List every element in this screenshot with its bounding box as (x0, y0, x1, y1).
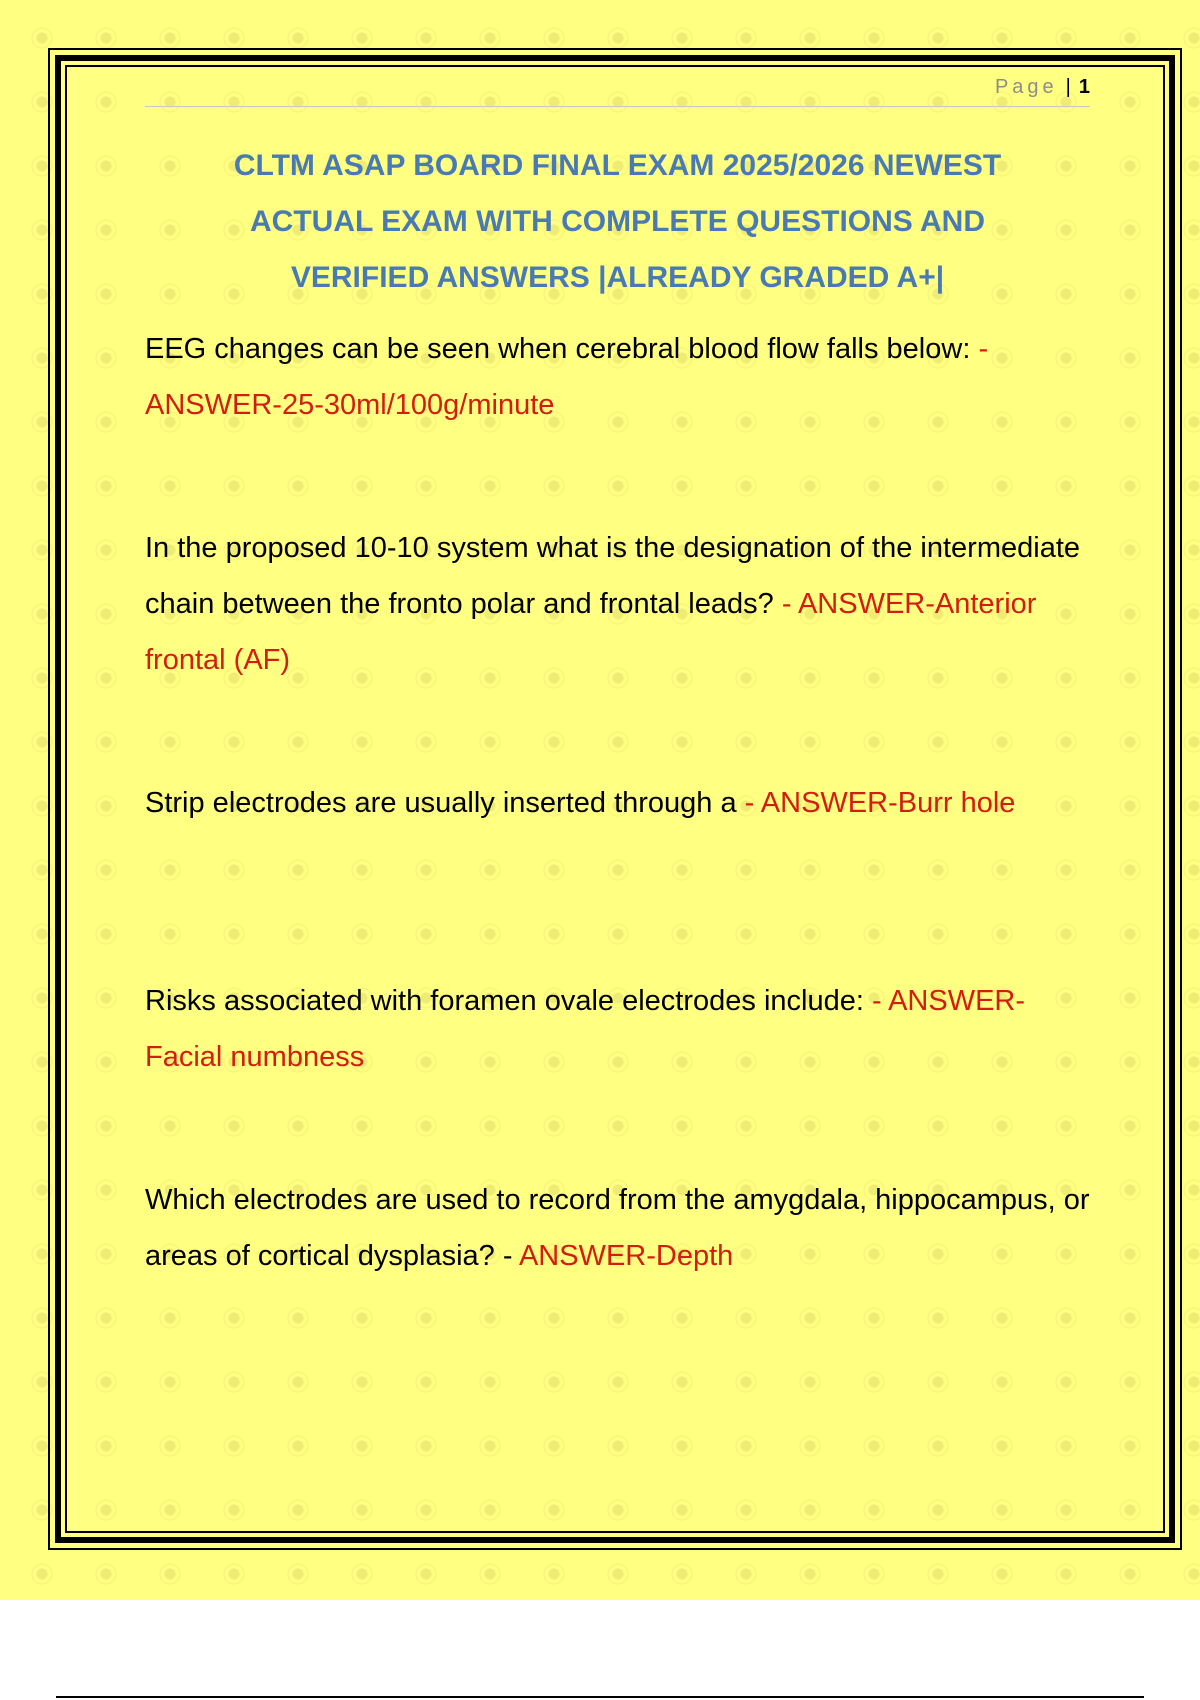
page-number: 1 (1078, 76, 1090, 98)
question-text: Which electrodes are used to record from the amygdala, hippocampus, or areas of cortical dysplasia? - (145, 1184, 1090, 1272)
answer-text: - ANSWER-Facial numbness (145, 985, 1026, 1073)
question-text: Strip electrodes are usually inserted through a (145, 787, 745, 819)
question-text: EEG changes can be seen when cerebral blood flow falls below: (145, 333, 979, 365)
answer-text: - ANSWER-Anterior frontal (AF) (145, 588, 1037, 676)
page-number-header (995, 76, 1090, 99)
footer-divider (56, 1696, 1144, 1698)
question-text: In the proposed 10-10 system what is the designation of the intermediate chain between the fronto polar and frontal leads? (145, 532, 1081, 620)
question-text: Risks associated with foramen ovale electrodes include: (145, 985, 872, 1017)
answer-text: - ANSWER-25-30ml/100g/minute (145, 333, 989, 421)
answer-text: ANSWER-Depth (518, 1240, 734, 1272)
answer-text: - ANSWER-Burr hole (744, 787, 1016, 819)
qa-item (145, 520, 1090, 688)
header-divider (145, 106, 1090, 107)
qa-item (145, 973, 1090, 1085)
document-title (145, 138, 1090, 306)
title-line-3: VERIFIED ANSWERS |ALREADY GRADED A+| (290, 261, 945, 294)
qa-item (145, 321, 1090, 433)
title-line-2: ACTUAL EXAM WITH COMPLETE QUESTIONS AND (250, 205, 985, 238)
page-label: Page (994, 76, 1058, 98)
qa-item (145, 1172, 1090, 1284)
qa-item (145, 775, 1090, 831)
page-separator: | (1065, 76, 1071, 98)
title-line-1: CLTM ASAP BOARD FINAL EXAM 2025/2026 NEWEST (233, 149, 1002, 182)
